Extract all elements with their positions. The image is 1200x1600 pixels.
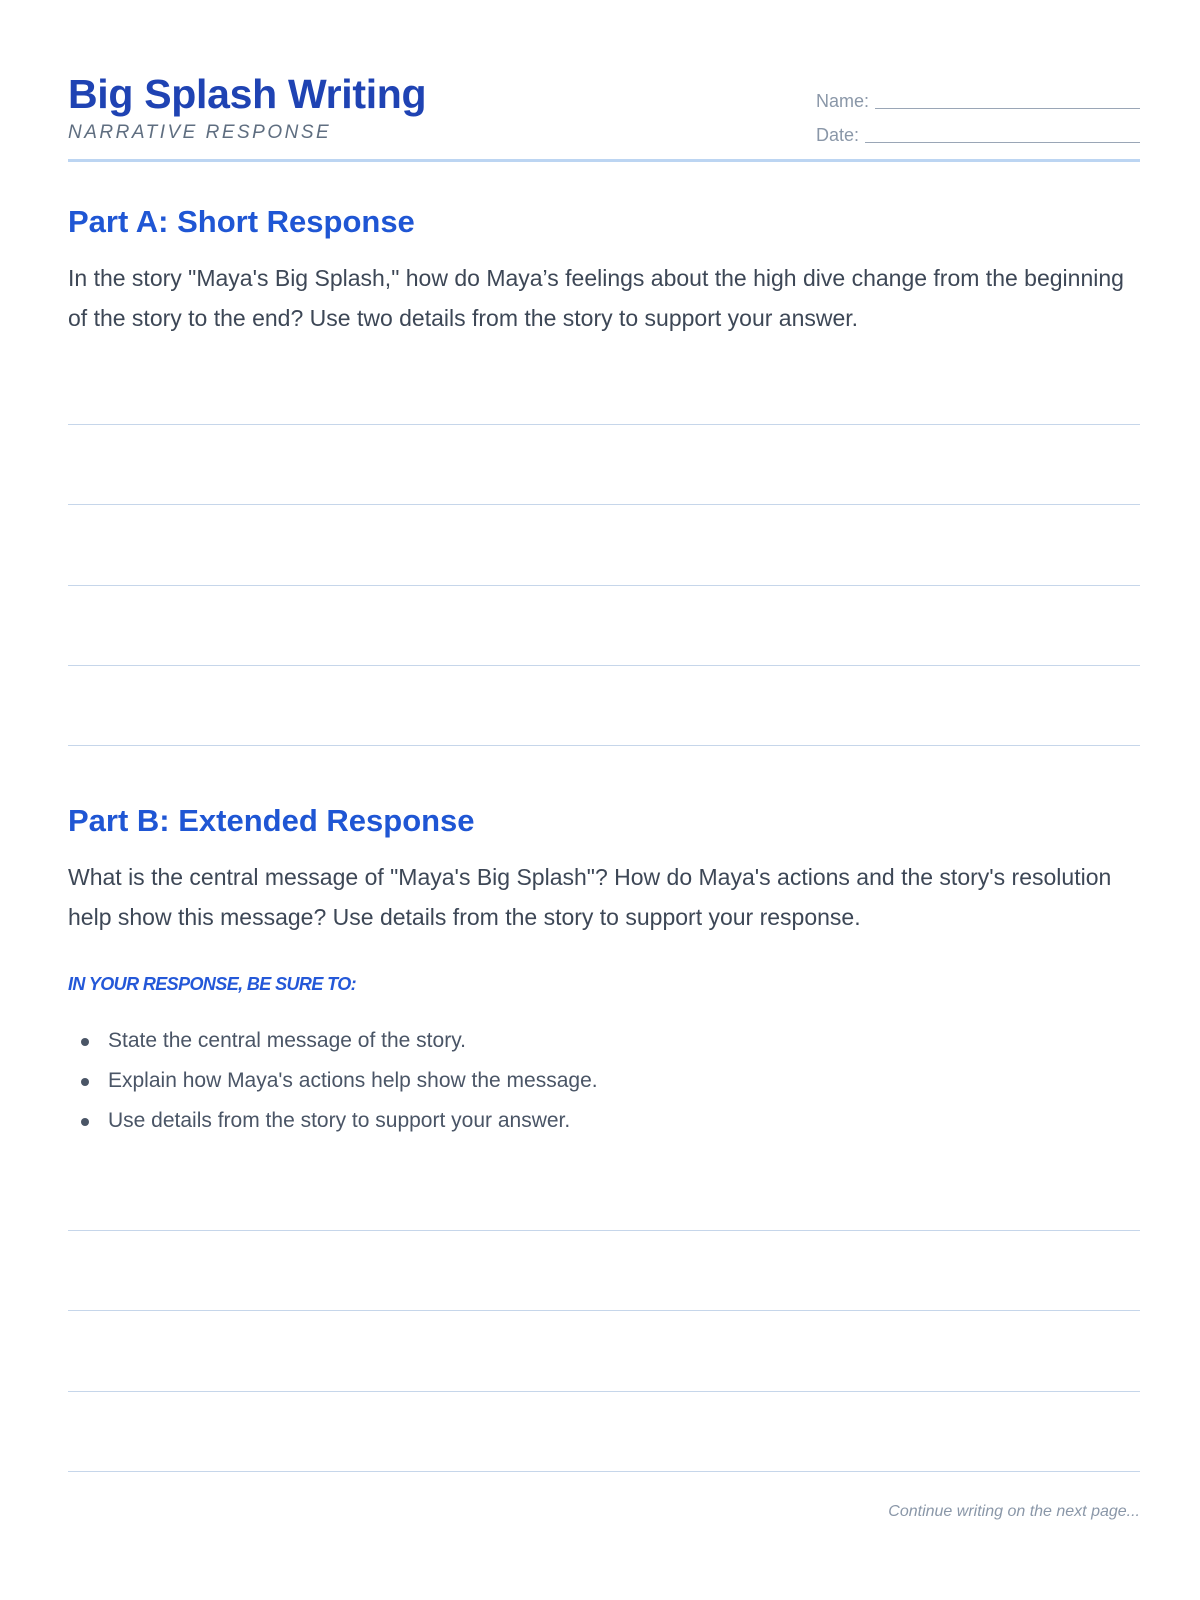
part-b-heading: Part B: Extended Response (68, 803, 475, 838)
name-blank-line[interactable] (875, 108, 1140, 109)
part-b-writing-line[interactable] (68, 1230, 1140, 1231)
bullet-icon (81, 1078, 89, 1086)
part-a-heading: Part A: Short Response (68, 204, 415, 239)
checklist-item (68, 1021, 1140, 1061)
checklist-label: IN YOUR RESPONSE, BE SURE TO: (68, 974, 356, 994)
checklist-item-text: Use details from the story to support your answer. (108, 1109, 571, 1132)
checklist-item-text: State the central message of the story. (108, 1029, 466, 1052)
bullet-icon (81, 1118, 89, 1126)
checklist-item (68, 1101, 1140, 1141)
name-field (816, 88, 1140, 112)
continue-note: Continue writing on the next page... (888, 1503, 1140, 1520)
part-a-writing-line[interactable] (68, 665, 1140, 666)
worksheet-header (68, 66, 1140, 162)
bullet-icon (81, 1038, 89, 1046)
part-a-writing-line[interactable] (68, 504, 1140, 505)
part-a-writing-line[interactable] (68, 424, 1140, 425)
name-label: Name: (816, 91, 870, 111)
date-label: Date: (816, 125, 860, 145)
checklist-item (68, 1061, 1140, 1101)
date-blank-line[interactable] (865, 142, 1140, 143)
checklist-item-text: Explain how Maya's actions help show the message. (108, 1069, 598, 1092)
worksheet-title: Big Splash Writing (68, 71, 427, 117)
part-b-writing-line[interactable] (68, 1391, 1140, 1392)
part-a-writing-line[interactable] (68, 745, 1140, 746)
date-field (816, 122, 1140, 146)
response-checklist (68, 1021, 1140, 1141)
part-b-prompt: What is the central message of "Maya's Big Splash"? How do Maya's actions and the story's resolution help show this message? Use details from the story to support your response. (68, 864, 1112, 930)
part-b-writing-line[interactable] (68, 1310, 1140, 1311)
part-a-writing-line[interactable] (68, 585, 1140, 586)
worksheet-subtitle: NARRATIVE RESPONSE (68, 122, 332, 143)
worksheet-page (68, 0, 1140, 1600)
part-b-writing-line[interactable] (68, 1471, 1140, 1472)
part-a-prompt: In the story "Maya's Big Splash," how do Maya’s feelings about the high dive change from the beginning of the story to the end? Use two details from the story to support your answer. (68, 265, 1124, 331)
